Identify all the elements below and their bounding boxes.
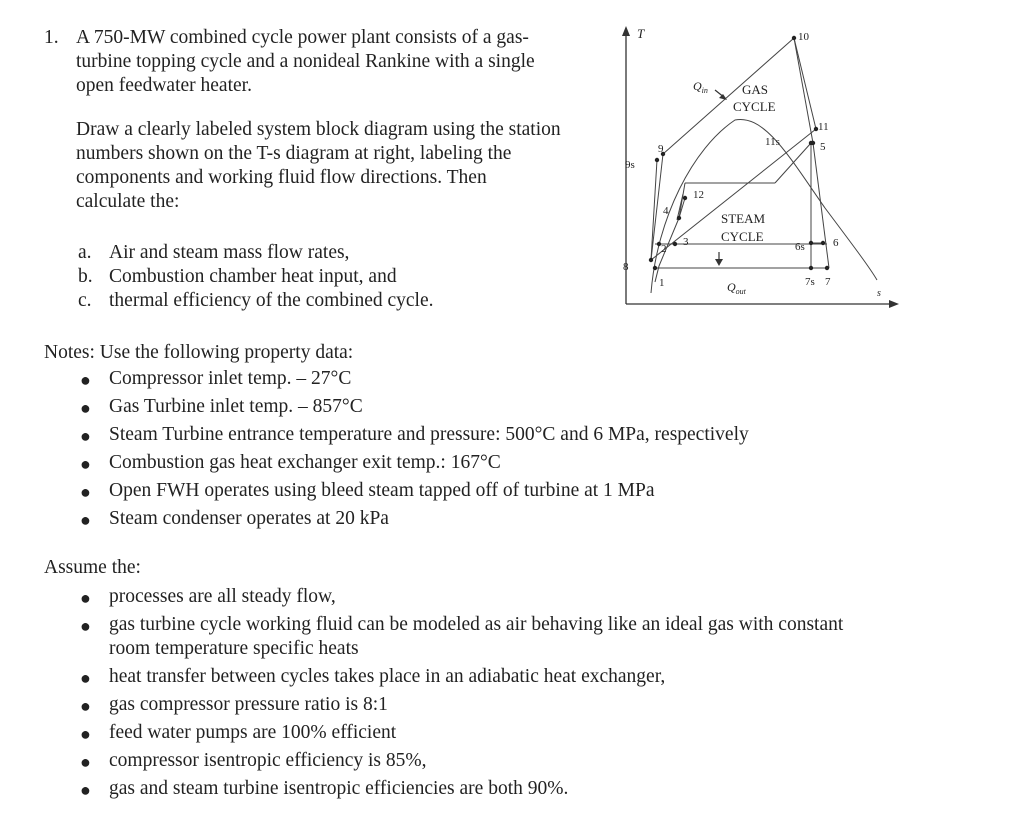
part-b-text: Combustion chamber heat input, and xyxy=(109,266,397,287)
note-item-6: Steam condenser operates at 20 kPa xyxy=(109,508,389,529)
gas-cycle-label-1: GAS xyxy=(742,82,769,97)
assume-item-2: gas turbine cycle working fluid can be modeled as air behaving like an ideal gas with constant xyxy=(109,614,844,635)
bullet-icon: ● xyxy=(80,668,91,688)
label-10: 10 xyxy=(798,31,809,43)
assume-item-2-cont: room temperature specific heats xyxy=(109,638,359,659)
bullet-icon: ● xyxy=(80,780,91,800)
note-item-2: Gas Turbine inlet temp. – 857°C xyxy=(109,396,363,417)
vapor-dome xyxy=(651,119,877,293)
task-line-3: components and working fluid flow directions. Then xyxy=(76,167,487,188)
bullet-icon: ● xyxy=(80,426,91,446)
label-2: 2 xyxy=(661,243,667,255)
part-c-letter: c. xyxy=(78,290,92,311)
bullet-icon: ● xyxy=(80,370,91,390)
label-6s: 6s xyxy=(795,241,805,253)
bullet-icon: ● xyxy=(80,454,91,474)
t-axis-arrow xyxy=(622,26,630,36)
point-4 xyxy=(677,216,681,220)
assume-item-1: processes are all steady flow, xyxy=(109,586,336,607)
s-axis-label: s xyxy=(877,288,881,299)
point-1 xyxy=(653,266,657,270)
point-6s xyxy=(809,241,813,245)
bullet-icon: ● xyxy=(80,752,91,772)
point-8 xyxy=(649,258,653,262)
note-item-1: Compressor inlet temp. – 27°C xyxy=(109,368,352,389)
note-item-3: Steam Turbine entrance temperature and pressure: 500°C and 6 MPa, respectively xyxy=(109,424,749,445)
steam-cycle-label-1: STEAM xyxy=(721,211,766,226)
problem-intro-line-3: open feedwater heater. xyxy=(76,75,252,96)
part-a-letter: a. xyxy=(78,242,92,263)
assume-item-4: gas compressor pressure ratio is 8:1 xyxy=(109,694,388,715)
point-7s xyxy=(809,266,813,270)
point-9s xyxy=(655,158,659,162)
assume-item-7: gas and steam turbine isentropic efficiencies are both 90%. xyxy=(109,778,569,799)
label-6: 6 xyxy=(833,237,839,249)
label-5: 5 xyxy=(820,141,826,153)
label-3: 3 xyxy=(683,236,689,248)
bullet-icon: ● xyxy=(80,482,91,502)
label-11s: 11s xyxy=(765,136,780,148)
label-11: 11 xyxy=(818,121,829,133)
label-4: 4 xyxy=(663,205,669,217)
q-out-label: $Q_{out}$ xyxy=(727,280,746,296)
label-9s: 9s xyxy=(625,159,635,171)
task-line-1: Draw a clearly labeled system block diagram using the station xyxy=(76,119,561,140)
label-7s: 7s xyxy=(805,276,815,288)
point-7 xyxy=(825,266,829,270)
bullet-icon: ● xyxy=(80,510,91,530)
q-in-label: $Q_{in}$ xyxy=(693,79,708,95)
assume-item-3: heat transfer between cycles takes place in an adiabatic heat exchanger, xyxy=(109,666,666,687)
steam-cycle-label-2: CYCLE xyxy=(721,229,764,244)
bullet-icon: ● xyxy=(80,696,91,716)
gas-cycle-label-2: CYCLE xyxy=(733,99,776,114)
point-10 xyxy=(792,36,796,40)
notes-heading: Notes: Use the following property data: xyxy=(44,342,354,363)
problem-number: 1. xyxy=(44,27,59,48)
label-9: 9 xyxy=(658,143,664,155)
ts-diagram xyxy=(615,18,905,318)
bullet-icon: ● xyxy=(80,588,91,608)
bullet-icon: ● xyxy=(80,398,91,418)
problem-intro-line-2: turbine topping cycle and a nonideal Rankine with a single xyxy=(76,51,535,72)
point-5 xyxy=(809,141,813,145)
label-8: 8 xyxy=(623,261,629,273)
t-axis-label: T xyxy=(637,26,645,41)
assume-heading: Assume the: xyxy=(44,557,141,578)
bullet-icon: ● xyxy=(80,724,91,744)
assume-item-6: compressor isentropic efficiency is 85%, xyxy=(109,750,427,771)
part-b-letter: b. xyxy=(78,266,93,287)
part-a-text: Air and steam mass flow rates, xyxy=(109,242,350,263)
s-axis-arrow xyxy=(889,300,899,308)
point-12 xyxy=(683,196,687,200)
point-3 xyxy=(673,242,677,246)
task-line-4: calculate the: xyxy=(76,191,180,212)
label-1: 1 xyxy=(659,277,665,289)
bullet-icon: ● xyxy=(80,616,91,636)
note-item-4: Combustion gas heat exchanger exit temp.: 167°C xyxy=(109,452,501,473)
label-12: 12 xyxy=(693,189,704,201)
problem-intro-line-1: A 750-MW combined cycle power plant consists of a gas- xyxy=(76,27,529,48)
task-line-2: numbers shown on the T-s diagram at right, labeling the xyxy=(76,143,512,164)
point-6 xyxy=(821,241,825,245)
label-7: 7 xyxy=(825,276,831,288)
part-c-text: thermal efficiency of the combined cycle. xyxy=(109,290,434,311)
note-item-5: Open FWH operates using bleed steam tapped off of turbine at 1 MPa xyxy=(109,480,655,501)
assume-item-5: feed water pumps are 100% efficient xyxy=(109,722,397,743)
